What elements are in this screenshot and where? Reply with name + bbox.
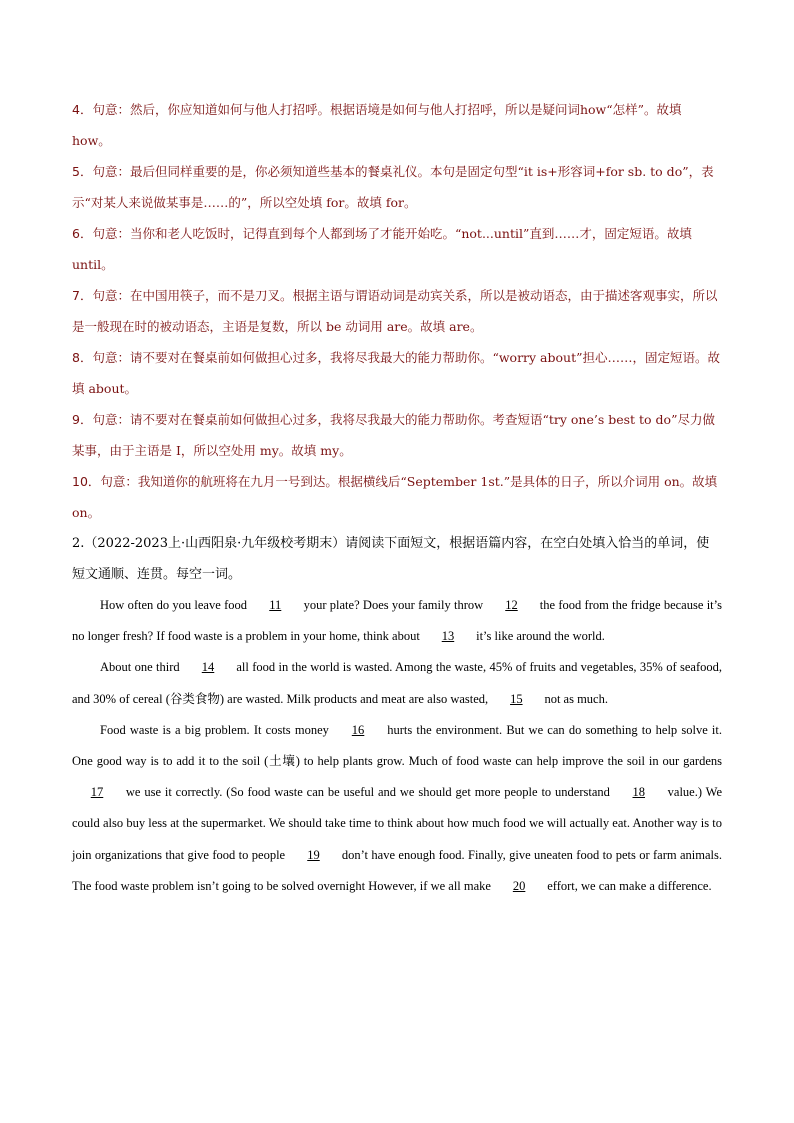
answer-text: 句意：请不要对在餐桌前如何做担心过多，我将尽我最大的能力帮助你。“worry about”担心……，固定短语。故填 about。 [72,350,721,396]
question-2-heading: 2.（2022-2023上·山西阳泉·九年级校考期末）请阅读下面短文，根据语篇内容，在空白处填入恰当的单词，使短文通顺、连贯。每空一词。 [72,536,710,582]
passage-text: effort, we can make a difference. [544,878,712,893]
answer-10 [72,466,722,528]
answer-6 [72,218,722,280]
answer-text: 句意：然后，你应知道如何与他人打招呼。根据语境是如何与他人打招呼，所以是疑问词how“怎样”。故填 how。 [72,102,682,148]
blank-14[interactable]: 14 [201,660,215,675]
passage-text: it’s like around the world. [472,629,605,644]
passage-text: not as much. [541,691,608,706]
passage-text: don’t have enough food. Finally, give uneaten food to pets or farm animals. The food waste problem isn’t going to be solved overnight However, if we all make [72,847,722,893]
answer-number: 8． [72,350,93,365]
answer-text: 句意：在中国用筷子，而不是刀叉。根据主语与谓语动词是动宾关系，所以是被动语态，由于描述客观事实，所以是一般现在时的被动语态，主语是复数，所以 be 动词用 are。故填 are。 [72,288,718,334]
blank-19[interactable]: 19 [307,847,320,862]
blank-13[interactable]: 13 [441,629,455,644]
answer-text: 句意：最后但同样重要的是，你必须知道些基本的餐桌礼仪。本句是固定句型“it is+形容词+for sb. to do”，表示“对某人来说做某事是……的”，所以空处填 for。故填 for。 [72,164,714,210]
answer-number: 10． [72,474,101,489]
blank-17[interactable]: 17 [90,785,104,800]
answer-text: 句意：当你和老人吃饭时，记得直到每个人都到场了才能开始吃。“not...until”直到……才，固定短语。故填 until。 [72,226,692,272]
blank-15[interactable]: 15 [510,691,523,706]
answer-number: 4． [72,102,93,117]
passage-text: Food waste is a big problem. It costs money [100,722,334,737]
blank-20[interactable]: 20 [512,878,526,893]
passage-text: the food from the fridge because it’s no longer fresh? If food waste is a problem in your home, think about [72,598,722,644]
answer-4 [72,94,722,156]
passage-text: hurts the environment. But we can do something to help solve it. One good way is to add it to the soil (土壤) to help plants grow. Much of food waste can help improve the soil in our gardens [72,722,722,769]
answer-text: 句意：请不要对在餐桌前如何做担心过多，我将尽我最大的能力帮助你。考查短语“try one’s best to do”尽力做某事，由于主语是 I，所以空处用 my。故填 my。 [72,412,715,458]
answer-number: 9． [72,412,93,427]
passage-text: About one third [100,660,184,675]
answer-5 [72,156,722,218]
answer-number: 6． [72,226,93,241]
blank-18[interactable]: 18 [632,785,646,800]
answer-8 [72,342,722,404]
passage-paragraph-2 [72,652,722,714]
answer-9 [72,404,722,466]
passage-text: all food in the world is wasted. Among the waste, 45% of fruits and vegetables, 35% of seafood, and 30% of cereal (谷类食物) are wasted. Milk products and meat are also wasted, [72,660,722,706]
passage-paragraph-1 [72,590,722,652]
document-page [72,94,722,902]
blank-16[interactable]: 16 [351,722,365,737]
passage-text: How often do you leave food [100,598,251,612]
passage-text: value.) We could also buy less at the supermarket. We should take time to think about how much food we will actually eat. Another way is to join organizations that give food to people [72,785,722,862]
passage-paragraph-3 [72,715,722,902]
answer-number: 7． [72,288,93,303]
passage-text: we use it correctly. (So food waste can be useful and we should get more people to understand [122,785,614,800]
blank-11[interactable]: 11 [269,598,282,612]
answer-text: 句意：我知道你的航班将在九月一号到达。根据横线后“September 1st.”是具体的日子，所以介词用 on。故填 on。 [72,474,718,520]
answer-7 [72,280,722,342]
passage-text: your plate? Does your family throw [300,598,487,612]
blank-12[interactable]: 12 [505,598,518,612]
answer-number: 5． [72,164,93,179]
